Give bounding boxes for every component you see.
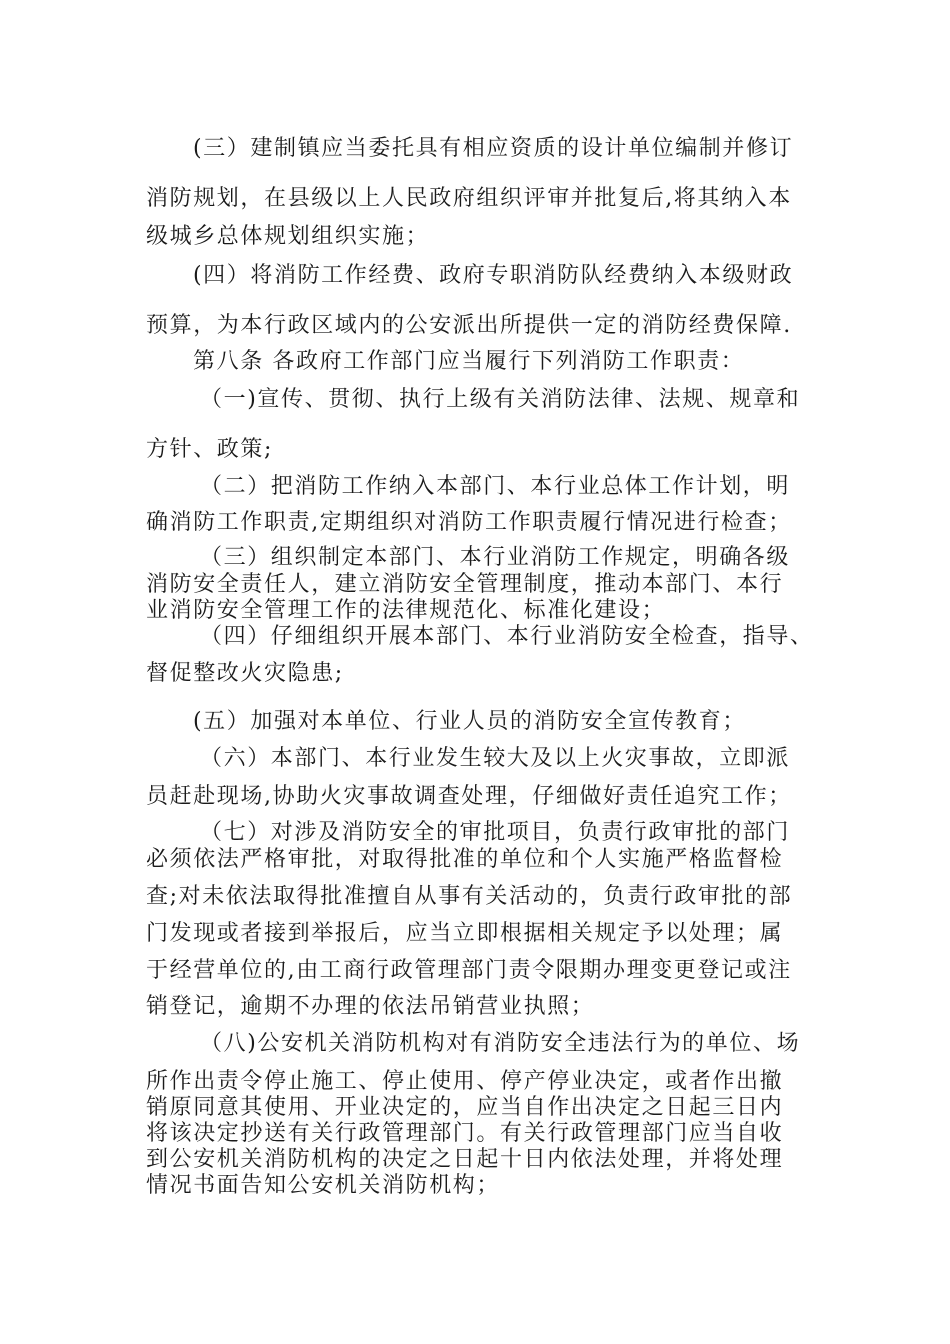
paragraph-line: 到公安机关消防机构的决定之日起十日内依法处理，并将处理: [146, 1147, 784, 1172]
paragraph-line: （六）本部门、本行业发生较大及以上火灾事故，立即派: [200, 746, 791, 771]
paragraph-line: 消防规划，在县级以上人民政府组织评审并批复后,将其纳入本: [146, 186, 792, 211]
paragraph-line: 确消防工作职责,定期组织对消防工作职责履行情况进行检查；: [146, 510, 792, 535]
paragraph-line: 预算，为本行政区域内的公安派出所提供一定的消防经费保障.: [146, 313, 792, 338]
paragraph-line: 督促整改火灾隐患;: [146, 661, 344, 686]
paragraph-line: 业消防安全管理工作的法律规范化、标准化建设；: [146, 598, 666, 623]
paragraph-line: 门发现或者接到举报后，应当立即根据相关规定予以处理；属: [146, 921, 784, 946]
paragraph-line: （三）组织制定本部门、本行业消防工作规定，明确各级: [200, 545, 791, 570]
paragraph-line: (三）建制镇应当委托具有相应资质的设计单位编制并修订: [193, 136, 794, 161]
paragraph-line: （八)公安机关消防机构对有消防安全违法行为的单位、场: [200, 1031, 801, 1056]
paragraph-line: 销登记，逾期不办理的依法吊销营业执照；: [146, 994, 595, 1019]
paragraph-line: (四）将消防工作经费、政府专职消防队经费纳入本级财政: [193, 263, 794, 288]
paragraph-line: （四）仔细组织开展本部门、本行业消防安全检查，指导、: [200, 624, 814, 649]
paragraph-line: 级城乡总体规划组织实施；: [146, 224, 430, 249]
paragraph-line: 必须依法严格审批，对取得批准的单位和个人实施严格监督检: [146, 847, 784, 872]
paragraph-line: 消防安全责任人，建立消防安全管理制度，推动本部门、本行: [146, 572, 784, 597]
paragraph-line: 于经营单位的,由工商行政管理部门责令限期办理变更登记或注: [146, 958, 792, 983]
paragraph-line: 方针、政策;: [146, 437, 274, 462]
paragraph-line: （七）对涉及消防安全的审批项目，负责行政审批的部门: [200, 820, 791, 845]
paragraph-line: （一)宣传、贯彻、执行上级有关消防法律、法规、规章和: [200, 387, 801, 412]
paragraph-line: 所作出责令停止施工、停止使用、停产停业决定，或者作出撤: [146, 1069, 784, 1094]
paragraph-line: (五）加强对本单位、行业人员的消防安全宣传教育；: [193, 709, 746, 734]
paragraph-line: 查;对未依法取得批准擅自从事有关活动的，负责行政审批的部: [146, 884, 793, 909]
article-heading: 第八条 各政府工作部门应当履行下列消防工作职责：: [193, 349, 745, 374]
paragraph-line: 销原同意其使用、开业决定的，应当自作出决定之日起三日内: [146, 1095, 784, 1120]
paragraph-line: （二）把消防工作纳入本部门、本行业总体工作计划，明: [200, 474, 791, 499]
paragraph-line: 将该决定抄送有关行政管理部门。有关行政管理部门应当自收: [146, 1121, 784, 1146]
paragraph-line: 情况书面告知公安机关消防机构；: [146, 1173, 501, 1198]
paragraph-line: 员赶赴现场,协助火灾事故调查处理，仔细做好责任追究工作；: [146, 784, 792, 809]
